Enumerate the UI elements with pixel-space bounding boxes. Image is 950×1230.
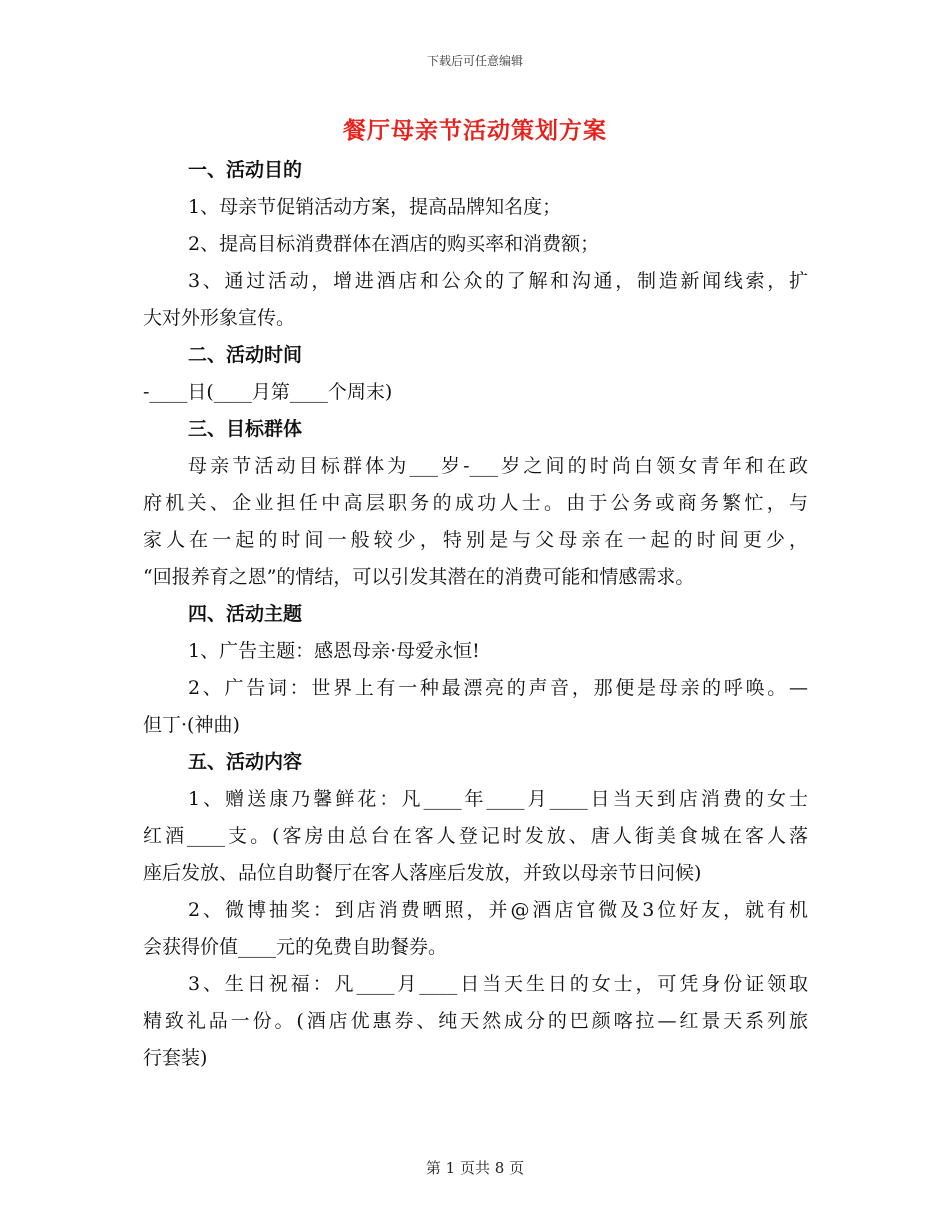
paragraph-line: 2、提高目标消费群体在酒店的购买率和消费额； [188, 233, 600, 255]
section-heading: 二、活动时间 [188, 344, 303, 366]
paragraph-line: 但丁·(神曲) [143, 714, 240, 736]
paragraph-line: 母亲节活动目标群体为___岁-___岁之间的时尚白领女青年和在政 [188, 455, 808, 477]
section-heading: 五、活动内容 [188, 751, 303, 773]
paragraph-line: -____日(____月第____个周末) [143, 381, 393, 403]
paragraph-line: 大对外形象宣传。 [143, 307, 296, 329]
header-note: 下载后可任意编辑 [426, 54, 523, 68]
paragraph-line: 1、赠送康乃馨鲜花：凡____年____月____日当天到店消费的女士 [188, 788, 808, 810]
section-heading: 三、目标群体 [188, 418, 303, 440]
paragraph-line: 精致礼品一份。(酒店优惠券、纯天然成分的巴颜喀拉—红景天系列旅 [143, 1010, 808, 1032]
document-title: 餐厅母亲节活动策划方案 [343, 117, 607, 144]
paragraph-line: 3、生日祝福：凡____月____日当天生日的女士，可凭身份证领取 [188, 973, 808, 995]
paragraph-line: 红酒____支。(客房由总台在客人登记时发放、唐人街美食城在客人落 [143, 825, 808, 847]
paragraph-line: 1、母亲节促销活动方案，提高品牌知名度； [188, 196, 562, 218]
document-body [143, 152, 808, 1077]
section-heading: 四、活动主题 [188, 603, 303, 625]
paragraph-line: 家人在一起的时间一般较少，特别是与父母亲在一起的时间更少， [143, 529, 808, 551]
paragraph-line: 行套装) [143, 1047, 208, 1069]
section-heading: 一、活动目的 [188, 159, 303, 181]
paragraph-line: 2、微博抽奖：到店消费晒照，并@酒店官微及3位好友，就有机 [188, 899, 808, 921]
paragraph-line: 座后发放、品位自助餐厅在客人落座后发放，并致以母亲节日问候) [143, 862, 702, 884]
paragraph-line: 会获得价值____元的免费自助餐券。 [143, 936, 448, 958]
paragraph-line: 1、广告主题：感恩母亲·母爱永恒! [188, 640, 480, 662]
paragraph-line: 3、通过活动，增进酒店和公众的了解和沟通，制造新闻线索，扩 [188, 270, 808, 292]
paragraph-line: 府机关、企业担任中高层职务的成功人士。由于公务或商务繁忙，与 [143, 492, 808, 514]
page-footer: 第 1 页共 8 页 [425, 1159, 525, 1177]
paragraph-line: “回报养育之恩”的情结，可以引发其潜在的消费可能和情感需求。 [143, 566, 695, 588]
paragraph-line: 2、广告词：世界上有一种最漂亮的声音，那便是母亲的呼唤。— [188, 677, 808, 699]
